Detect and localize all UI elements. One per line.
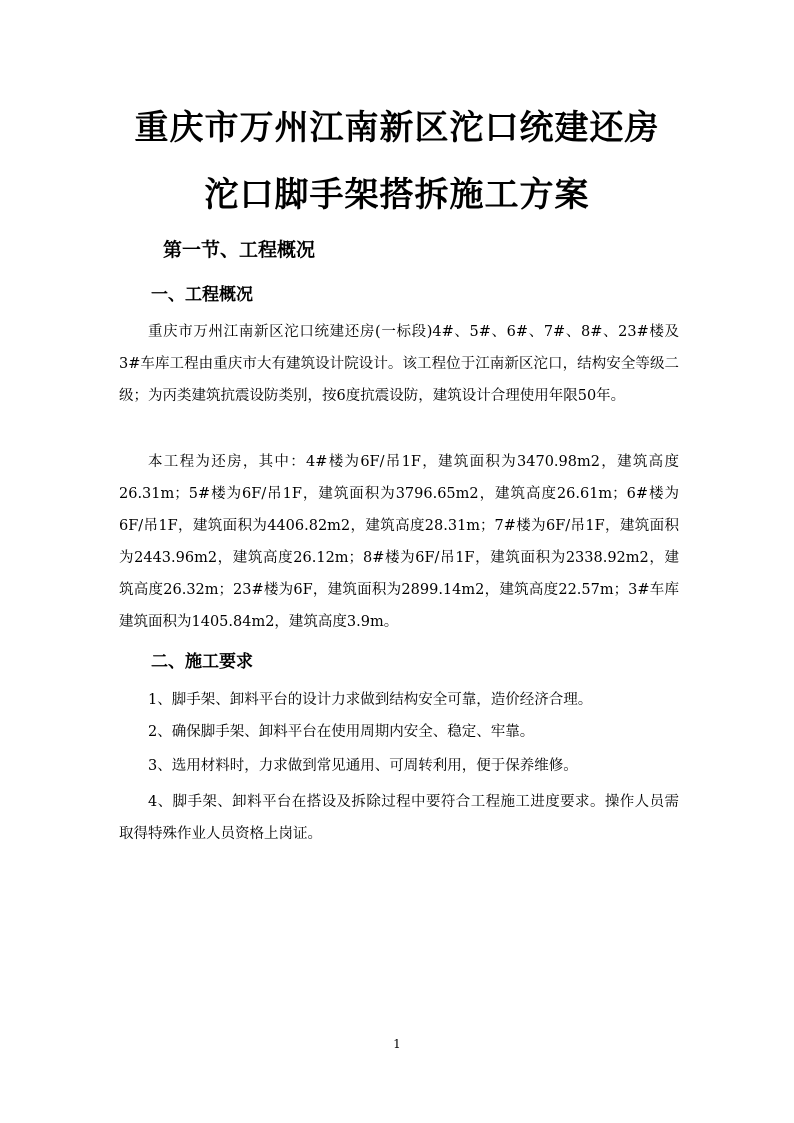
- document-title-line-2: 沱口脚手架搭拆施工方案: [204, 175, 590, 215]
- subsection-heading-requirements: 二、施工要求: [151, 652, 253, 672]
- subsection-heading-overview: 一、工程概况: [151, 285, 253, 305]
- requirement-item: 4、脚手架、卸料平台在搭设及拆除过程中要符合工程施工进度要求。操作人员需取得特殊作业人员资格上岗证。: [119, 794, 679, 842]
- requirement-item: 2、确保脚手架、卸料平台在使用周期内安全、稳定、牢靠。: [148, 724, 535, 740]
- requirement-item: 3、选用材料时，力求做到常见通用、可周转利用，便于保养维修。: [148, 758, 578, 774]
- page-number: 1: [393, 1037, 401, 1051]
- document-title-line-1: 重庆市万州江南新区沱口统建还房: [134, 108, 660, 148]
- section-heading: 第一节、工程概况: [163, 239, 316, 261]
- requirement-item: 1、脚手架、卸料平台的设计力求做到结构安全可靠，造价经济合理。: [148, 692, 593, 708]
- paragraph-building-details: 本工程为还房，其中：4#楼为6F/吊1F，建筑面积为3470.98m2，建筑高度26.31m；5#楼为6F/吊1F，建筑面积为3796.65m2，建筑高度26.61m；6#楼为6F/吊1F，建筑面积为4406.82m2，建筑高度28.31m；7#楼为6F/吊1F，建筑面积为2443.96m2，建筑高度26.12m；8#楼为6F/吊1F，建筑面积为2338.92m2，建筑高度26.32m；23#楼为6F，建筑面积为2899.14m2，建筑高度22.57m；3#车库建筑面积为1405.84m2，建筑高度3.9m。: [119, 454, 679, 630]
- paragraph-project-intro: 重庆市万州江南新区沱口统建还房(一标段)4#、5#、6#、7#、8#、23#楼及3#车库工程由重庆市大有建筑设计院设计。该工程位于江南新区沱口，结构安全等级二级；为丙类建筑抗震设防类别，按6度抗震设防，建筑设计合理使用年限50年。: [119, 324, 679, 404]
